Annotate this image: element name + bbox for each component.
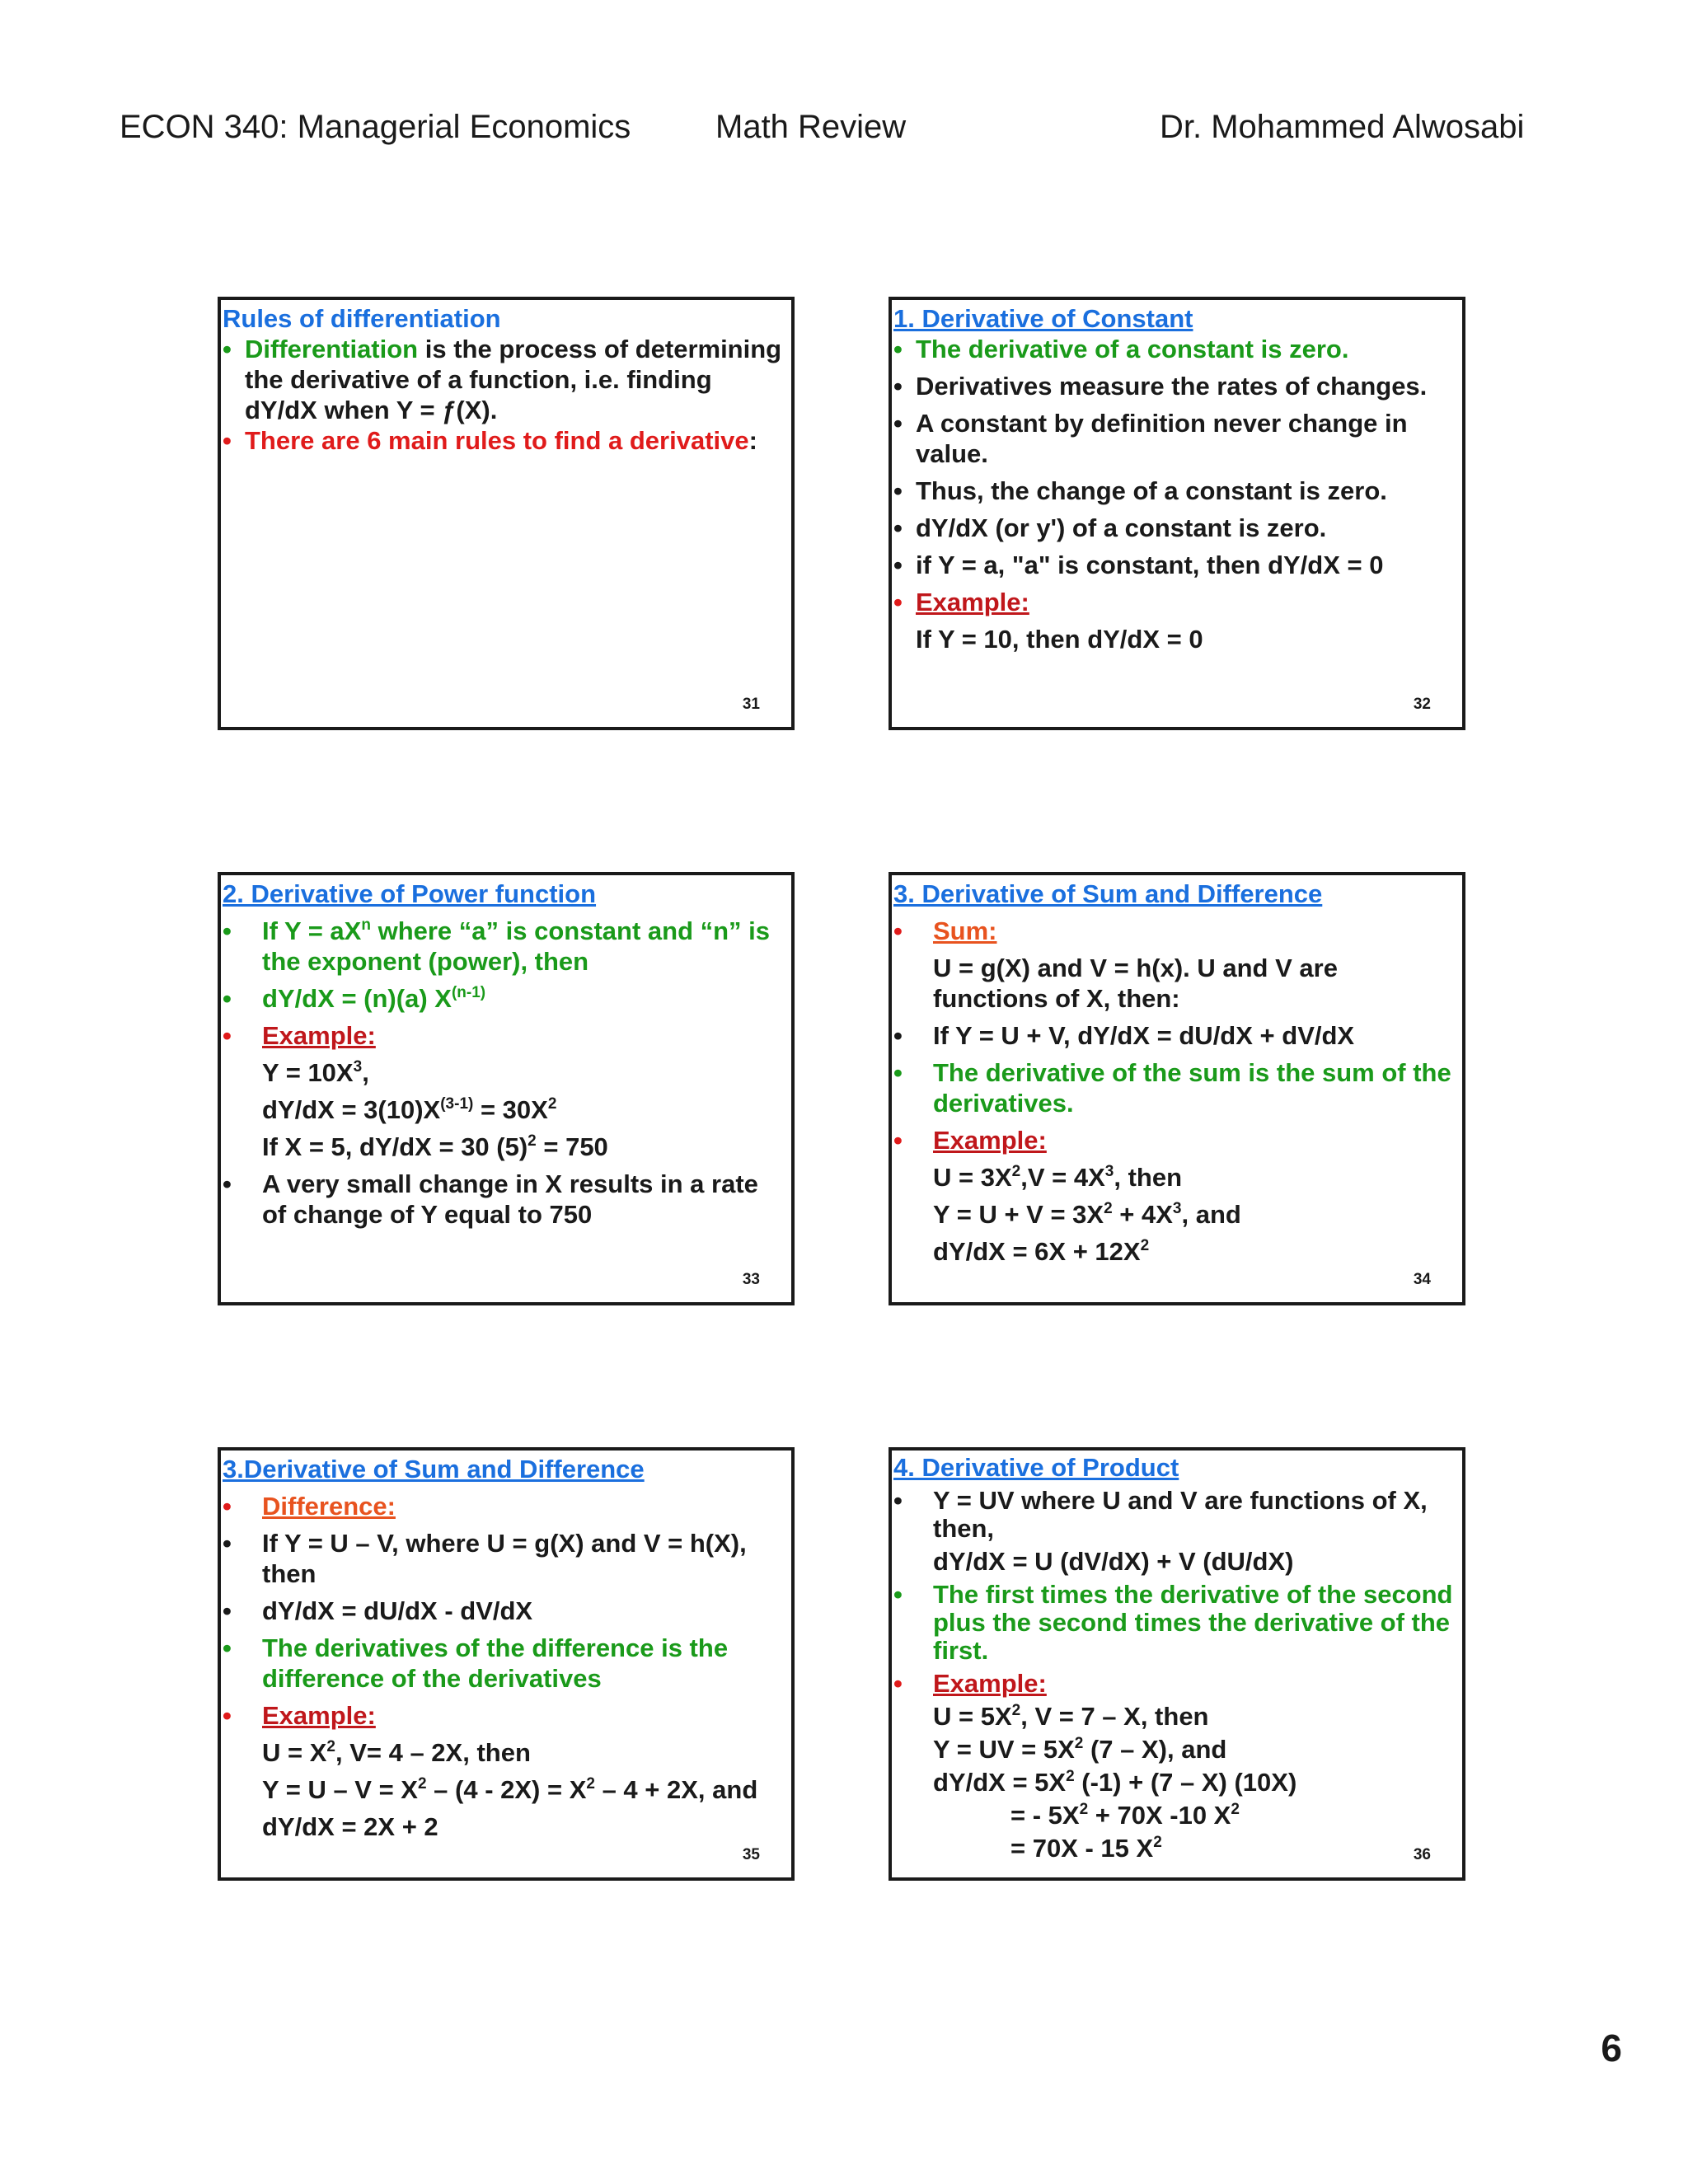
example-text: dY/dX = 6X + 12X: [933, 1237, 1141, 1266]
example-text: , V= 4 – 2X, then: [335, 1738, 531, 1767]
example-text: , V = 7 – X, then: [1020, 1702, 1209, 1731]
example-text: + 70X -10 X: [1088, 1801, 1231, 1830]
example-text: U = X: [262, 1738, 327, 1767]
example-text: ,V = 4X: [1020, 1163, 1105, 1192]
superscript: n: [361, 916, 371, 934]
bullet-text: Y = UV where U and V are functions of X, then,: [933, 1486, 1428, 1543]
example-text: (7 – X), and: [1083, 1735, 1227, 1764]
bullet-text: The derivatives of the difference is the difference of the derivatives: [262, 1633, 729, 1693]
list-item: • Differentiation is the process of determining the derivative of a function, i.e. finding dY/dX when Y = ƒ(X).: [223, 335, 782, 424]
bullet-text: If Y = U – V, where U = g(X) and V = h(X), then: [262, 1529, 747, 1588]
slide-title: 1. Derivative of Constant: [893, 304, 1193, 333]
slide-number: 32: [1413, 696, 1431, 713]
slide-title: 3.Derivative of Sum and Difference: [223, 1455, 645, 1483]
example-label: Example:: [262, 1701, 376, 1730]
bullet-text: A constant by definition never change in value.: [916, 409, 1408, 468]
superscript: 2: [1140, 1237, 1150, 1254]
superscript: 3: [1172, 1200, 1182, 1217]
example-line: [893, 1703, 1457, 1731]
slide-number: 31: [742, 696, 760, 713]
superscript: 3: [353, 1058, 363, 1076]
slide-31: [218, 297, 795, 730]
example-line: [223, 1811, 786, 1842]
list-item: • Example:: [223, 1020, 786, 1051]
bullet-text: if Y = a, "a" is constant, then dY/dX = 0: [916, 551, 1384, 579]
list-item: • The first times the derivative of the second plus the second times the derivative of the first.: [893, 1581, 1457, 1665]
bullet-text: U = g(X) and V = h(x). U and V are functions of X, then:: [933, 954, 1338, 1013]
difference-label: Difference:: [262, 1492, 396, 1521]
superscript: 2: [1074, 1735, 1084, 1752]
bullet-text: where “a” is constant and “n” is the exponent (power), then: [262, 916, 771, 976]
example-text: – (4 - 2X) = X: [426, 1775, 587, 1804]
sum-label: Sum:: [933, 916, 997, 945]
superscript: 2: [1066, 1768, 1075, 1785]
course-title: ECON 340: Managerial Economics: [120, 109, 631, 145]
list-item: • A constant by definition never change in value.: [893, 408, 1457, 469]
list-item: • The derivative of a constant is zero.: [893, 334, 1457, 364]
slide-number: 34: [1413, 1271, 1431, 1288]
bullet-text: A very small change in X results in a rate of change of Y equal to 750: [262, 1169, 758, 1229]
list-item: • Example:: [893, 1125, 1457, 1155]
term-differentiation: Differentiation: [245, 335, 419, 363]
example-text: = - 5X: [1010, 1801, 1080, 1830]
formula-text: dY/dX = U (dV/dX) + V (dU/dX): [933, 1547, 1294, 1576]
list-item: • if Y = a, "a" is constant, then dY/dX = 0: [893, 550, 1457, 580]
example-line: [223, 1132, 786, 1162]
page-number: 6: [1601, 2027, 1622, 2069]
list-item: • dY/dX = dU/dX - dV/dX: [223, 1596, 786, 1626]
slide-34: [889, 872, 1465, 1305]
example-text: , then: [1114, 1163, 1183, 1192]
bullet-text: dY/dX (or y') of a constant is zero.: [916, 513, 1327, 542]
example-text: Y = U – V = X: [262, 1775, 418, 1804]
example-text: – 4 + 2X, and: [594, 1775, 758, 1804]
list-item: • dY/dX (or y') of a constant is zero.: [893, 513, 1457, 543]
slide-title: 3. Derivative of Sum and Difference: [893, 879, 1323, 908]
slide-number: 35: [742, 1846, 760, 1863]
formula-line: [893, 1548, 1457, 1576]
rules-count-text: There are 6 main rules to find a derivative: [245, 426, 749, 455]
list-item: • The derivative of the sum is the sum of the derivatives.: [893, 1057, 1457, 1118]
superscript: 2: [1011, 1702, 1021, 1719]
superscript: 2: [1011, 1163, 1021, 1180]
superscript: 2: [1079, 1801, 1089, 1818]
example-text: ,: [362, 1058, 369, 1087]
example-line: [223, 1774, 786, 1805]
example-text: = 70X - 15 X: [1010, 1834, 1154, 1863]
slide-35: [218, 1447, 795, 1881]
example-text: U = 3X: [933, 1163, 1012, 1192]
superscript: (n-1): [451, 984, 486, 1001]
topic-title: Math Review: [715, 109, 907, 145]
bullet-text: The derivative of the sum is the sum of the derivatives.: [933, 1058, 1451, 1118]
example-label: Example:: [916, 588, 1029, 616]
slide-number: 36: [1413, 1846, 1431, 1863]
example-line: [893, 624, 1457, 654]
example-line: [223, 1094, 786, 1125]
example-text: dY/dX = 2X + 2: [262, 1812, 438, 1841]
example-text: = 30X: [473, 1095, 548, 1124]
formula-text: dY/dX = dU/dX - dV/dX: [262, 1596, 533, 1625]
superscript: 3: [1104, 1163, 1114, 1180]
example-line: [893, 1236, 1457, 1267]
slide-33: [218, 872, 795, 1305]
bullet-text: The derivative of a constant is zero.: [916, 335, 1349, 363]
superscript: 2: [528, 1132, 537, 1150]
example-text: Y = 10X: [262, 1058, 354, 1087]
list-item: • If Y = U – V, where U = g(X) and V = h(X), then: [223, 1528, 786, 1589]
superscript: 2: [586, 1775, 595, 1793]
slide-number: 33: [742, 1271, 760, 1288]
slide-title: 4. Derivative of Product: [893, 1453, 1179, 1482]
superscript: 2: [1104, 1200, 1113, 1217]
example-line: [223, 1737, 786, 1768]
example-text: = 750: [536, 1132, 608, 1161]
formula-text: dY/dX = (n)(a) X: [262, 984, 452, 1013]
example-text: (-1) + (7 – X) (10X): [1074, 1768, 1297, 1797]
list-item: • A very small change in X results in a rate of change of Y equal to 750: [223, 1169, 786, 1230]
superscript: 2: [326, 1738, 335, 1755]
list-item: • If Y = U + V, dY/dX = dU/dX + dV/dX: [893, 1020, 1457, 1051]
example-line: [893, 1199, 1457, 1230]
list-item: • Y = UV where U and V are functions of X, then,: [893, 1487, 1457, 1543]
slide-title: 2. Derivative of Power function: [223, 879, 597, 908]
example-text: dY/dX = 3(10)X: [262, 1095, 441, 1124]
example-text: If Y = 10, then dY/dX = 0: [916, 625, 1203, 654]
example-text: Y = U + V = 3X: [933, 1200, 1104, 1229]
list-item: • dY/dX = (n)(a) $X^{(n-1)}$: [223, 984, 486, 1013]
example-line: [893, 1802, 1457, 1830]
example-text: + 4X: [1112, 1200, 1173, 1229]
example-text: If X = 5, dY/dX = 30 (5): [262, 1132, 528, 1161]
instructor-name: Dr. Mohammed Alwosabi: [1160, 109, 1525, 145]
formula-text: If Y = aX: [262, 916, 362, 945]
list-item: • If $Y = aX^n$ where “a” is constant and “n” is the exponent (power), then: [223, 916, 771, 976]
list-item: • Thus, the change of a constant is zero.: [893, 476, 1457, 506]
example-text: Y = UV = 5X: [933, 1735, 1075, 1764]
example-text: U = 5X: [933, 1702, 1012, 1731]
list-item: • Sum:: [893, 916, 1457, 946]
slide-36: [889, 1447, 1465, 1881]
list-item: • Example:: [893, 1670, 1457, 1698]
bullet-text: Derivatives measure the rates of changes.: [916, 372, 1428, 401]
definition-text: is the process of determining the derivative of a function, i.e. finding dY/dX when Y = ƒ(X).: [245, 335, 782, 424]
slide-title: Rules of differentiation: [223, 304, 501, 333]
example-text: , and: [1181, 1200, 1241, 1229]
example-line: [893, 1162, 1457, 1193]
superscript: 2: [547, 1095, 557, 1113]
formula-text: If Y = U + V, dY/dX = dU/dX + dV/dX: [933, 1021, 1355, 1050]
example-line: [893, 1769, 1457, 1797]
example-line: [893, 1835, 1457, 1863]
example-label: Example:: [933, 1126, 1047, 1155]
example-line: [893, 1736, 1457, 1764]
text-line: [893, 953, 1457, 1014]
superscript: (3-1): [440, 1095, 474, 1113]
slide-32: [889, 297, 1465, 730]
list-item: • Difference:: [223, 1491, 786, 1521]
example-line: [223, 1057, 786, 1088]
example-label: Example:: [933, 1669, 1047, 1698]
list-item: • Example:: [893, 587, 1457, 617]
colon: :: [748, 426, 757, 455]
list-item: • The derivatives of the difference is the difference of the derivatives: [223, 1633, 786, 1694]
list-item: • There are 6 main rules to find a derivative:: [223, 426, 757, 455]
superscript: 2: [1231, 1801, 1240, 1818]
bullet-text: The first times the derivative of the second plus the second times the derivative of the first.: [933, 1580, 1453, 1665]
example-label: Example:: [262, 1021, 376, 1050]
superscript: 2: [1153, 1834, 1162, 1851]
list-item: • Derivatives measure the rates of changes.: [893, 371, 1457, 401]
superscript: 2: [417, 1775, 427, 1793]
example-text: dY/dX = 5X: [933, 1768, 1067, 1797]
list-item: • Example:: [223, 1700, 786, 1731]
bullet-text: Thus, the change of a constant is zero.: [916, 476, 1387, 505]
